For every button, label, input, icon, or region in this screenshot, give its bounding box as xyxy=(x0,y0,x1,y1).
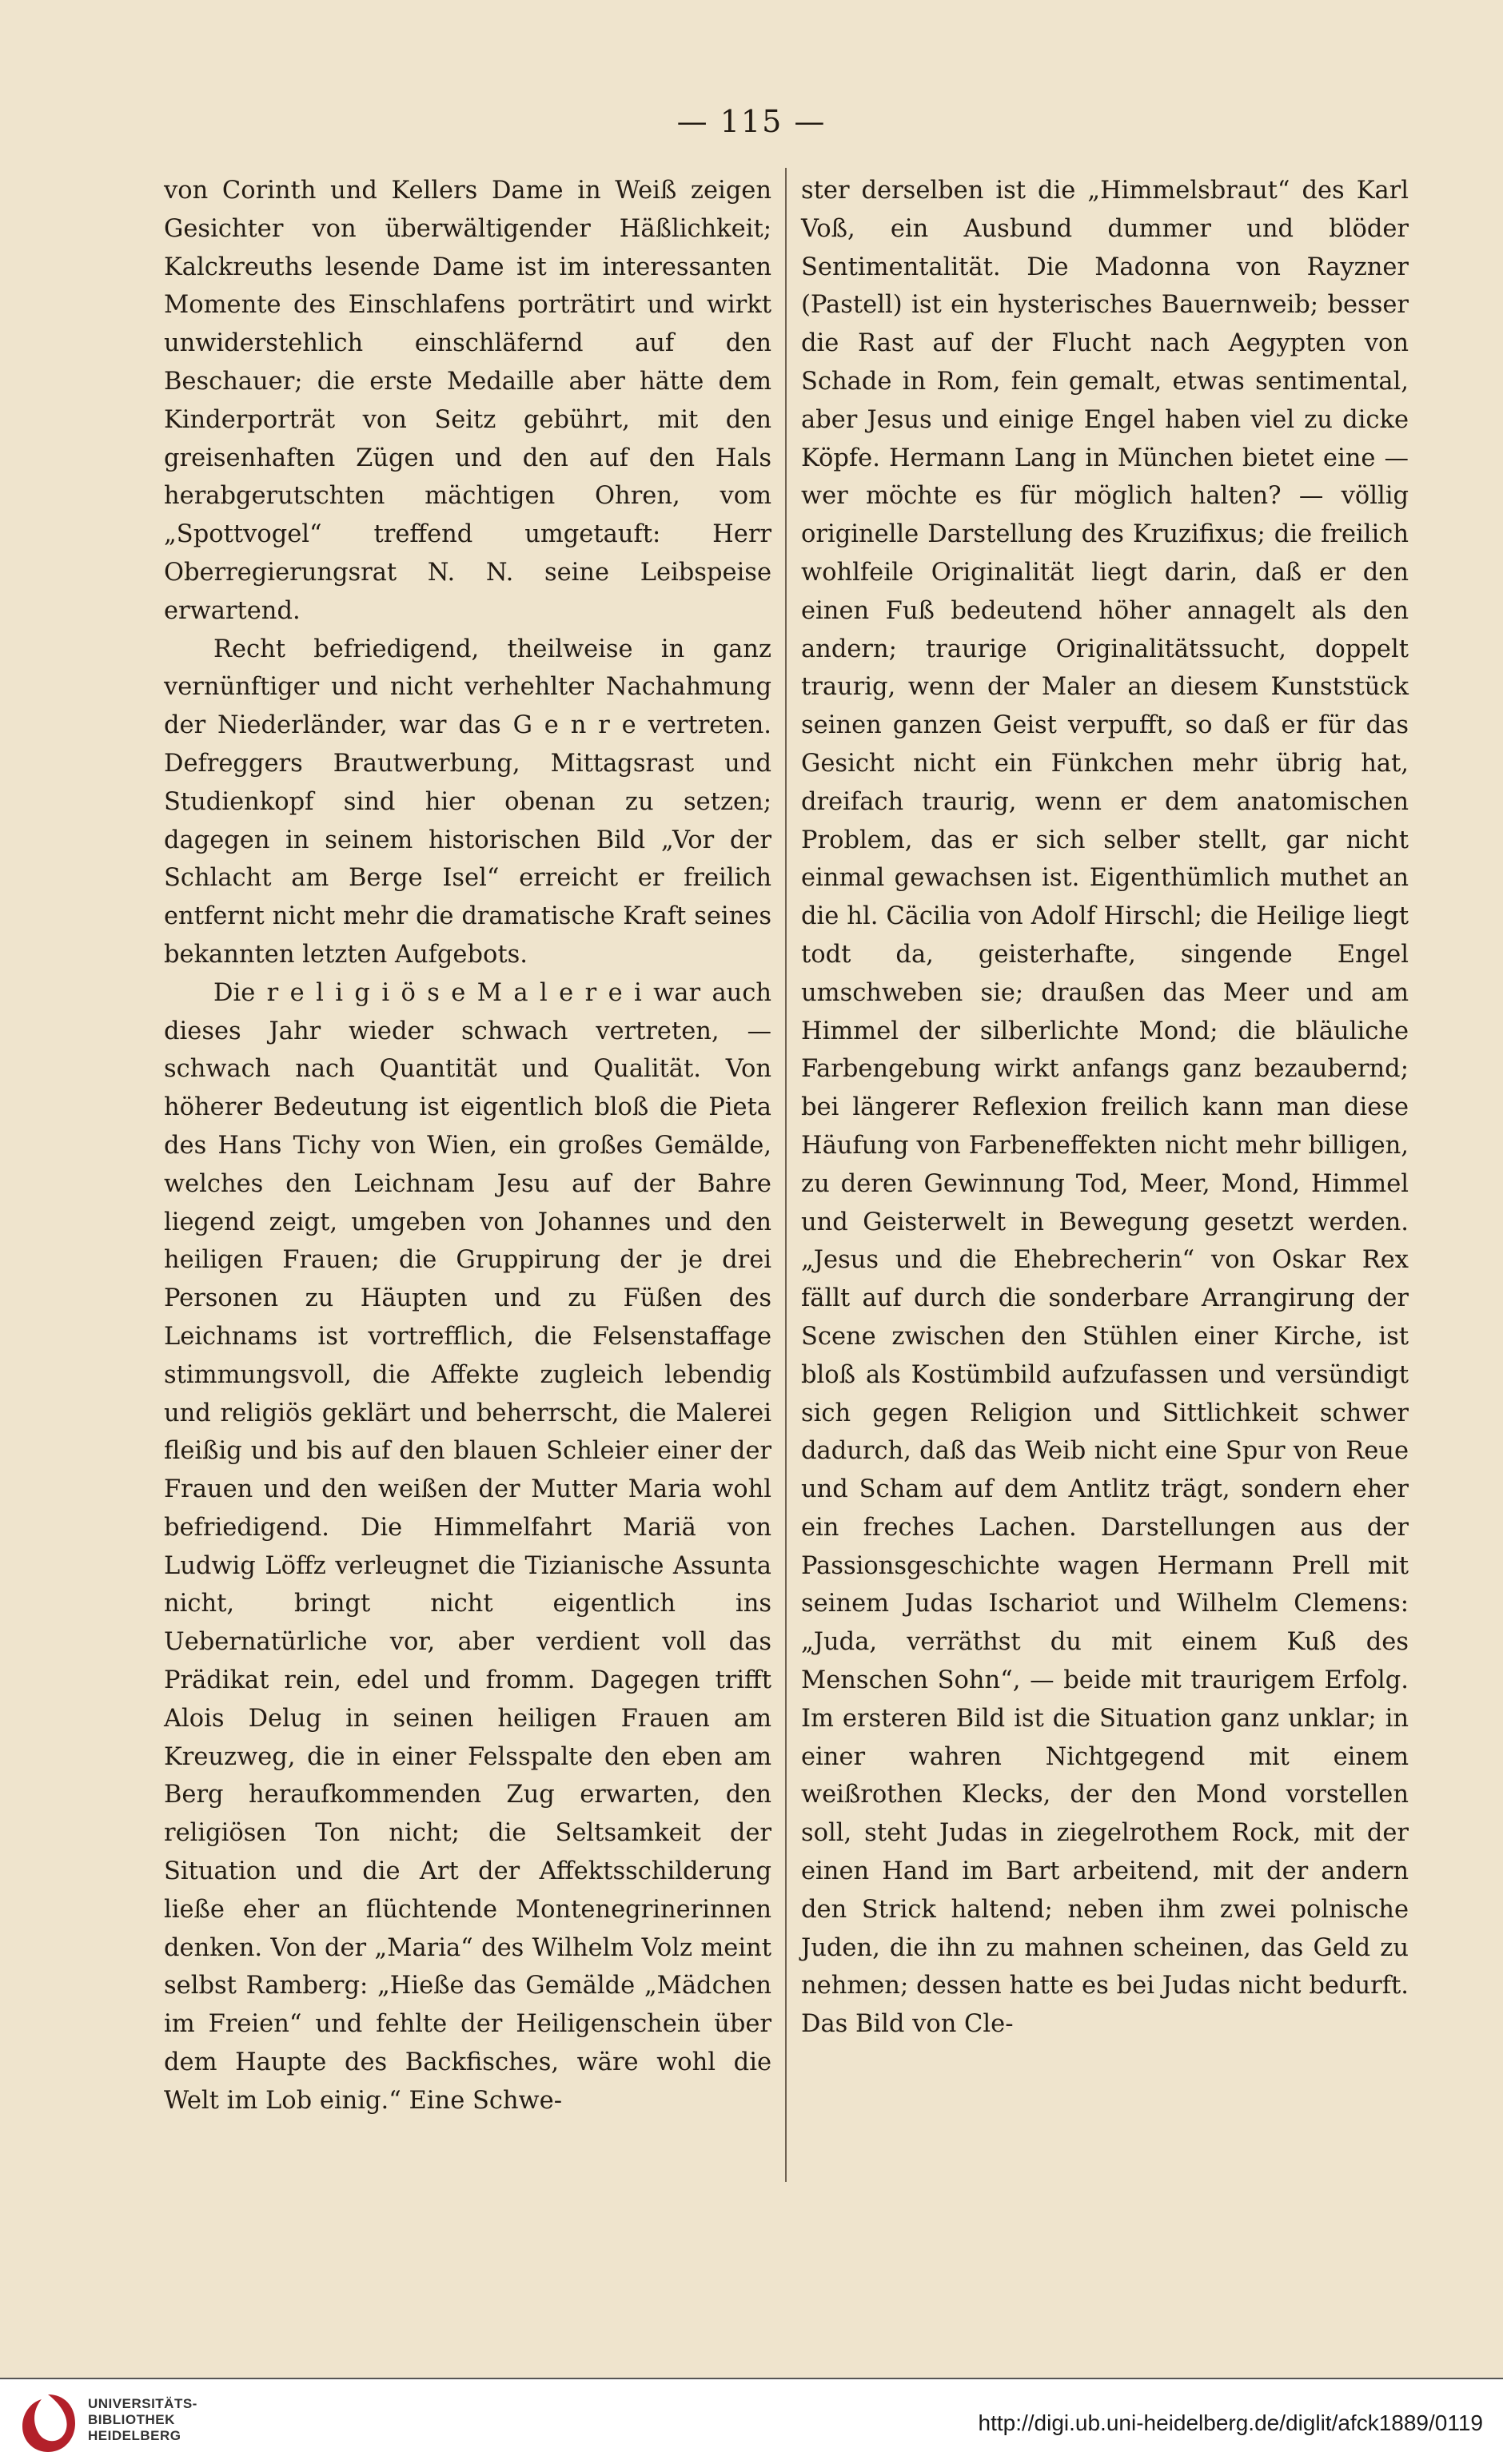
university-library-logo-icon xyxy=(16,2391,80,2455)
page-number: — 115 — xyxy=(676,104,827,139)
left-column xyxy=(164,172,771,2120)
source-url-link[interactable]: http://digi.ub.uni-heidelberg.de/diglit/afck1889/0119 xyxy=(978,2410,1483,2435)
library-line: HEIDELBERG xyxy=(88,2428,181,2443)
footer-divider xyxy=(0,2378,1503,2379)
library-line: BIBLIOTHEK xyxy=(88,2412,175,2427)
library-line: UNIVERSITÄTS- xyxy=(88,2396,197,2411)
right-column xyxy=(801,172,1409,2044)
paragraph: von Corinth und Kellers Dame in Weiß zeigen Gesichter von überwältigender Häßlichkeit; Kalckreuths lesende Dame ist im interessanten Momente des Einschlafens porträtirt und wirkt unwiderstehlich einschläfernd auf den Beschauer; die erste Medaille aber hätte dem Kinderporträt von Seitz gebührt, mit den greisenhaften Zügen und den auf den Hals herabgerutschten mächtigen Ohren, vom „Spottvogel“ treffend umgetauft: Herr Oberregierungsrat N. N. seine Leibspeise erwartend. xyxy=(164,177,771,625)
paragraph: ster derselben ist die „Himmelsbraut“ des Karl Voß, ein Ausbund dummer und blöder Sentimentalität. Die Madonna von Rayzner (Pastell) ist ein hysterisches Bauernweib; besser die Rast auf der Flucht nach Aegypten von Schade in Rom, fein gemalt, etwas sentimental, aber Jesus und einige Engel haben viel zu dicke Köpfe. Hermann Lang in München bietet eine — wer möchte es für möglich halten? — völlig originelle Darstellung des Kruzifixus; die freilich wohlfeile Originalität liegt darin, daß er den einen Fuß bedeutend höher annagelt als den andern; traurige Originalitätssucht, doppelt traurig, wenn der Maler an diesem Kunststück seinen ganzen Geist verpufft, so daß er für das Gesicht nicht ein Fünkchen mehr übrig hat, dreifach traurig, wenn er dem anatomischen Problem, das er sich selber stellt, gar nicht einmal gewachsen ist. Eigenthümlich muthet an die hl. Cäcilia von Adolf Hirschl; die Heilige liegt todt da, geisterhafte, singende Engel umschweben sie; draußen das Meer und am Himmel der silberlichte Mond; die bläuliche Farbengebung wirkt anfangs ganz bezaubernd; bei längerer Reflexion freilich kann man diese Häufung von Farbeneffekten nicht mehr billigen, zu deren Gewinnung Tod, Meer, Mond, Himmel und Geisterwelt in Bewegung gesetzt werden. „Jesus und die Ehebrecherin“ von Oskar Rex fällt auf durch die sonderbare Arrangirung der Scene zwischen den Stühlen einer Kirche, ist bloß als Kostümbild aufzufassen und versündigt sich gegen Religion und Sittlichkeit schwer dadurch, daß das Weib nicht eine Spur von Reue und Scham auf dem Antlitz trägt, sondern eher ein freches Lachen. Darstellungen aus der Passionsgeschichte wagen Hermann Prell mit seinem Judas Ischariot und Wilhelm Clemens: „Juda, verräthst du mit einem Kuß des Menschen Sohn“, — beide mit traurigem Erfolg. Im ersteren Bild ist die Situation ganz unklar; in einer wahren Nichtgegend mit einem weißrothen Klecks, der den Mond vorstellen soll, steht Judas in ziegelrothem Rock, mit der einen Hand im Bart arbeitend, mit der andern den Strick haltend; neben ihm zwei polnische Juden, die ihn zu mahnen scheinen, das Geld zu nehmen; dessen hatte es bei Judas nicht bedurft. Das Bild von Cle- xyxy=(801,177,1409,2039)
paragraph: Recht befriedigend, theilweise in ganz vernünftiger und nicht verhehlter Nachahmung der Niederländer, war das G e n r e vertreten. Defreggers Brautwerbung, Mittagsrast und Studienkopf sind hier obenan zu setzen; dagegen in seinem historischen Bild „Vor der Schlacht am Berge Isel“ erreicht er freilich entfernt nicht mehr die dramatische Kraft seines bekannten letzten Aufgebots. xyxy=(164,635,771,969)
paragraph: Die r e l i g i ö s e M a l e r e i war auch dieses Jahr wieder schwach vertreten, — schwach nach Quantität und Qualität. Von höherer Bedeutung ist eigentlich bloß die Pieta des Hans Tichy von Wien, ein großes Gemälde, welches den Leichnam Jesu auf der Bahre liegend zeigt, umgeben von Johannes und den heiligen Frauen; die Gruppirung der je drei Personen zu Häupten und zu Füßen des Leichnams ist vortrefflich, die Felsenstaffage stimmungsvoll, die Affekte zugleich lebendig und religiös geklärt und beherrscht, die Malerei fleißig und bis auf den blauen Schleier einer der Frauen und den weißen der Mutter Maria wohl befriedigend. Die Himmelfahrt Mariä von Ludwig Löffz verleugnet die Tizianische Assunta nicht, bringt nicht eigentlich ins Uebernatürliche vor, aber verdient voll das Prädikat rein, edel und fromm. Dagegen trifft Alois Delug in seinen heiligen Frauen am Kreuzweg, die in einer Felsspalte den eben am Berg heraufkommenden Zug erwarten, den religiösen Ton nicht; die Seltsamkeit der Situation und die Art der Affektsschilderung ließe eher an flüchtende Montenegrinerinnen denken. Von der „Maria“ des Wilhelm Volz meint selbst Ramberg: „Hieße das Gemälde „Mädchen im Freien“ und fehlte der Heiligenschein über dem Haupte des Backfisches, wäre wohl die Welt im Lob einig.“ Eine Schwe- xyxy=(164,978,771,2115)
column-divider xyxy=(785,168,787,2182)
library-name xyxy=(88,2396,197,2444)
